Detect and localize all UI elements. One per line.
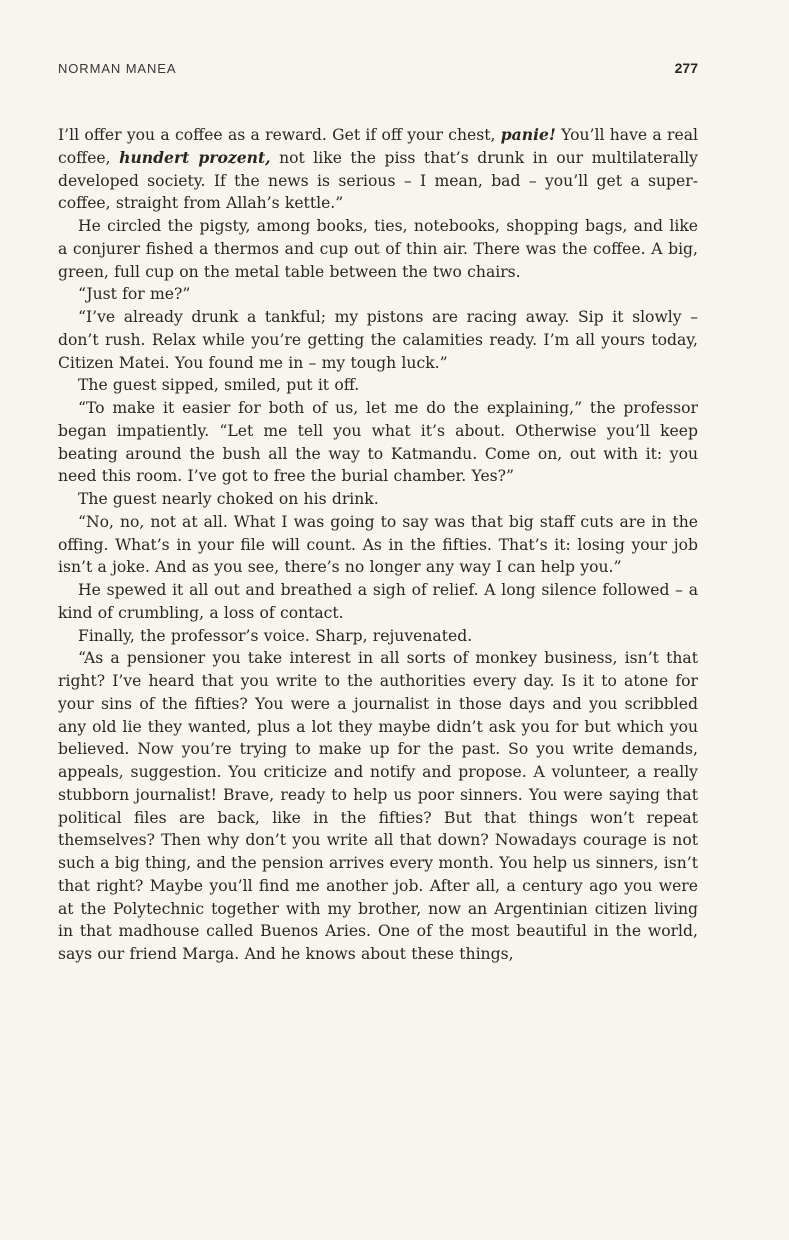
paragraph [58, 397, 698, 488]
text-run: Finally, the professor’s voice. Sharp, rejuvenated. [78, 626, 473, 645]
text-run: “As a pensioner you take interest in all sorts of monkey business, isn’t that right? I’ve heard that you write to the authorities every day. Is it to atone for your sins of the fifties? You were a journalist in those days and you scribbled any old lie they wanted, plus a lot they maybe didn’t ask you for but which you believed. Now you’re trying to make up for the past. So you write demands, appeals, suggestion. You criticize and notify and propose. A volunteer, a really stubborn journalist! Brave, ready to help us poor sinners. You were saying that political files are back, like in the fifties? But that things won’t repeat themselves? Then why don’t you write all that down? Nowadays courage is not such a big thing, and the pension arrives every month. You help us sinners, isn’t that right? Maybe you’ll find me another job. After all, a century ago you were at the Polytechnic together with my brother, now an Argentinian citizen living in that madhouse called Buenos Aries. One of the most beautiful in the world, says our friend Marga. And he knows about these things, [58, 649, 698, 963]
italic-phrase: panie! [500, 125, 556, 144]
text-run: “No, no, not at all. What I was going to say was that big staff cuts are in the offing. What’s in your file will count. As in the fifties. That’s it: losing your job isn’t a joke. And as you see, there’s no longer any way I can help you.” [58, 512, 698, 577]
paragraph [58, 215, 698, 283]
text-run: He circled the pigsty, among books, ties, notebooks, shopping bags, and like a conjurer fished a thermos and cup out of thin air. There was the coffee. A big, green, full cup on the metal table between the two chairs. [58, 217, 698, 281]
text-run: You’ll have a real coffee, [58, 126, 698, 167]
paragraph [58, 488, 698, 511]
page-number: 277 [674, 60, 698, 76]
paragraph [58, 625, 698, 648]
text-run: I’ll offer you a coffee as a reward. Get if off your chest, [58, 126, 501, 144]
paragraph [58, 306, 698, 374]
italic-phrase: hundert prozent, [119, 147, 271, 167]
text-run: not like the piss that’s drunk in our multilaterally developed society. If the news is serious – I mean, bad – you’ll get a super-coffee, straight from Allah’s kettle.” [58, 148, 698, 213]
body-text [58, 124, 698, 966]
book-page [58, 60, 698, 966]
paragraph [58, 647, 698, 966]
text-run: “To make it easier for both of us, let me do the explaining,” the professor began impatiently. “Let me tell you what it’s about. Otherwise you’ll keep beating around the bush all the way to Katmandu. Come on, out with it: you need this room. I’ve got to free the burial chamber. Yes?” [58, 399, 698, 486]
paragraph [58, 374, 698, 397]
text-run: “I’ve already drunk a tankful; my pistons are racing away. Sip it slowly – don’t rush. Relax while you’re getting the calamities ready. I’m all yours today, Citizen Matei. You found me in – my tough luck.” [58, 308, 698, 372]
paragraph [58, 511, 698, 579]
paragraph [58, 124, 698, 215]
paragraph [58, 579, 698, 625]
text-run: The guest nearly choked on his drink. [78, 490, 379, 508]
running-head-author: NORMAN MANEA [58, 61, 177, 76]
text-run: “Just for me?” [78, 285, 191, 304]
running-head [58, 60, 698, 84]
text-run: The guest sipped, smiled, put it off. [78, 376, 360, 395]
paragraph [58, 283, 698, 306]
text-run: He spewed it all out and breathed a sigh of relief. A long silence followed – a kind of crumbling, a loss of contact. [58, 581, 698, 622]
